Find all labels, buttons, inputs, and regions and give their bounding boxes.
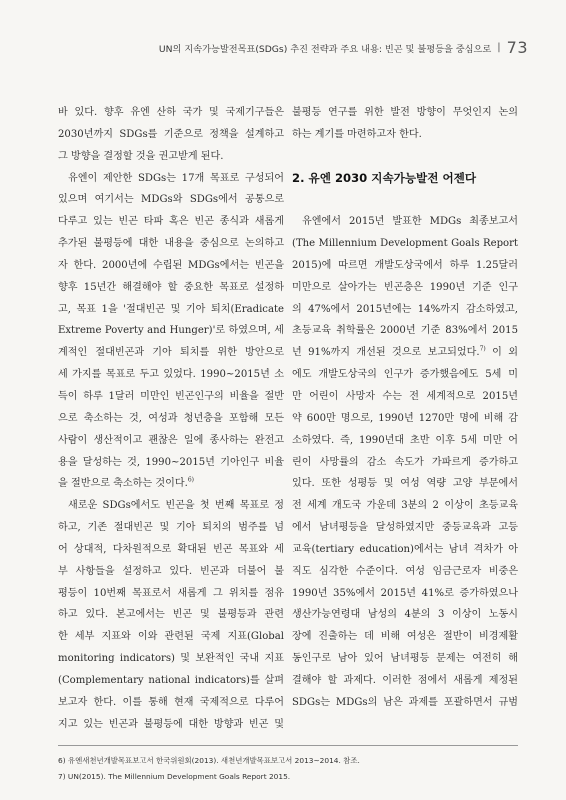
body-line: 2030년까지 SDGs를 기준으로 정책을 설계하고 — [58, 128, 284, 140]
body-line: 유엔에서 2015년 발표한 MDGs 최종보고서 — [302, 216, 518, 228]
body-line: 소하였다. 즉, 1990년대 초반 이후 5세 미만 어 — [292, 434, 518, 446]
body-line: 초등교육 취학률은 2000년 기준 83%에서 2015 — [292, 325, 518, 337]
spacer — [292, 189, 518, 211]
spacer — [292, 146, 518, 168]
body-line: 의 47%에서 2015년에는 14%까지 감소하였고, — [292, 303, 518, 315]
body-line: 유엔이 제안한 SDGs는 17개 목표로 구성되어 — [68, 172, 284, 184]
body-line: Extreme Poverty and Hunger)'로 하였으며, 세 — [58, 325, 284, 337]
running-header-separator: | — [497, 42, 501, 53]
body-line: 세 가지를 목표로 두고 있었다. 1990~2015년 소 — [58, 369, 284, 381]
body-line: 전 세계 개도국 가운데 3분의 2 이상이 초등교육 — [292, 500, 518, 512]
running-header — [159, 38, 528, 57]
body-line: 미만으로 살아가는 빈곤층은 1990년 기준 인구 — [292, 281, 518, 293]
body-line: 새로운 SDGs에서도 빈곤을 첫 번째 목표로 정 — [68, 500, 284, 512]
body-line: 평등이 10번째 목표로서 새롭게 그 위치를 점유 — [58, 587, 284, 599]
body-line — [292, 342, 518, 364]
body-line: 부 사항들을 설정하고 있다. 빈곤과 더불어 불 — [58, 565, 284, 577]
body-line: 용을 달성하는 것, 1990~2015년 기아인구 비율 — [58, 456, 284, 468]
body-line: 장에 진출하는 데 비해 여성은 절반이 비경제활 — [292, 631, 518, 643]
body-line: 향후 15년간 해결해야 할 중요한 목표로 설정하 — [58, 281, 284, 293]
body-line: 에도 개발도상국의 인구가 증가했음에도 5세 미 — [292, 369, 518, 381]
body-line: 어 상대적, 다차원적으로 확대된 빈곤 목표와 세 — [58, 543, 284, 555]
body-line: 에서 남녀평등을 달성하였지만 중등교육과 고등 — [292, 522, 518, 534]
body-line: 보고자 한다. 이를 통해 현재 국제적으로 다루어 — [58, 696, 284, 708]
body-line: 하고 있다. 본고에서는 빈곤 및 불평등과 관련 — [58, 609, 284, 621]
body-line: 한 세부 지표와 이와 관련된 국제 지표(Global — [58, 631, 284, 643]
body-line: 불평등 연구를 위한 발전 방향이 무엇인지 논의 — [292, 107, 518, 118]
footnotes — [58, 753, 518, 785]
body-line: 결해야 할 과제다. 이러한 점에서 새롭게 제정된 — [292, 674, 518, 686]
body-line: 하고, 기존 절대빈곤 및 기아 퇴치의 범주를 넘 — [58, 522, 284, 534]
body-line: (The Millennium Development Goals Report — [292, 238, 518, 250]
right-column — [292, 102, 518, 714]
body-line: 자 한다. 2000년에 수립된 MDGs에서는 빈곤을 — [58, 259, 284, 271]
body-line: 만 어린이 사망자 수는 전 세계적으로 2015년 — [292, 390, 518, 402]
body-line: 생산가능연령대 남성의 4분의 3 이상이 노동시 — [292, 609, 518, 621]
body-line: 바 있다. 향후 유엔 산하 국가 및 국제기구들은 — [58, 107, 284, 118]
body-line: 추가된 불평등에 대한 내용을 중심으로 논의하고 — [58, 238, 284, 250]
left-column — [58, 102, 284, 735]
footnote-divider — [58, 745, 518, 746]
running-header-title: UN의 지속가능발전목표(SDGs) 추진 전략과 주요 내용: 빈곤 및 불평등을 중심으로 — [158, 43, 492, 55]
body-line: 그 방향을 결정할 것을 권고받게 된다. — [58, 150, 224, 162]
body-line: 하는 계기를 마련하고자 한다. — [292, 128, 422, 140]
body-line — [58, 473, 284, 495]
body-line: SDGs는 MDGs의 남은 과제를 포괄하면서 규범 — [292, 696, 518, 708]
body-line: 있다. 또한 성평등 및 여성 역량 고양 부문에서 — [292, 478, 518, 490]
body-line: 약 600만 명으로, 1990년 1270만 명에 비해 감 — [292, 412, 518, 424]
body-line: 1990년 35%에서 2015년 41%로 증가하였으나 — [292, 587, 518, 599]
body-line: 사람이 생산적이고 괜찮은 일에 종사하는 완전고 — [58, 434, 284, 446]
body-line: 동인구로 남아 있어 남녀평등 문제는 여전히 해 — [292, 653, 518, 665]
body-line: 으로 축소하는 것, 여성과 청년층을 포함해 모든 — [58, 412, 284, 424]
footnote-6: 6) 유엔새천년개발목표보고서 한국위원회(2013). 새천년개발목표보고서 2013~2014. 참조. — [58, 756, 360, 765]
body-line: (Complementary national indicators)를 살펴 — [58, 674, 284, 686]
body-line: 2015)에 따르면 개발도상국에서 하루 1.25달러 — [292, 259, 518, 271]
body-line: 고, 목표 1을 '절대빈곤 및 기아 퇴치(Eradicate — [58, 303, 284, 315]
body-line-text: 이 외 — [492, 347, 518, 359]
footnote-ref-6: 6) — [187, 476, 195, 484]
body-line: 린이 사망률의 감소 속도가 가파르게 증가하고 — [292, 456, 518, 468]
body-line: 교육(tertiary education)에서는 남녀 격차가 아 — [292, 543, 518, 555]
body-line-text: 을 절반으로 축소하는 것이다. — [58, 478, 188, 490]
section-heading: 2. 유엔 2030 지속가능발전 어젠다 — [292, 170, 477, 185]
body-line: 득이 하루 1달러 미만인 빈곤인구의 비율을 절반 — [58, 390, 284, 402]
page-number: 73 — [506, 38, 528, 57]
body-line: 있으며 여기서는 MDGs와 SDGs에서 공통으로 — [58, 194, 284, 206]
footnote-ref-7: 7) — [479, 345, 486, 353]
body-line: 직도 심각한 수준이다. 여성 임금근로자 비중은 — [292, 565, 518, 577]
body-line: monitoring indicators) 및 보완적인 국내 지표 — [58, 653, 284, 665]
body-line: 계적인 절대빈곤과 기아 퇴치를 위한 방안으로 — [58, 347, 284, 359]
footnote-7: 7) UN(2015). The Millennium Development Goals Report 2015. — [58, 772, 291, 781]
body-line: 지고 있는 빈곤과 불평등에 대한 방향과 빈곤 및 — [58, 718, 284, 730]
body-line: 다루고 있는 빈곤 타파 혹은 빈곤 종식과 새롭게 — [58, 216, 284, 228]
body-line-text: 년 91%까지 개선된 것으로 보고되었다. — [292, 347, 480, 359]
